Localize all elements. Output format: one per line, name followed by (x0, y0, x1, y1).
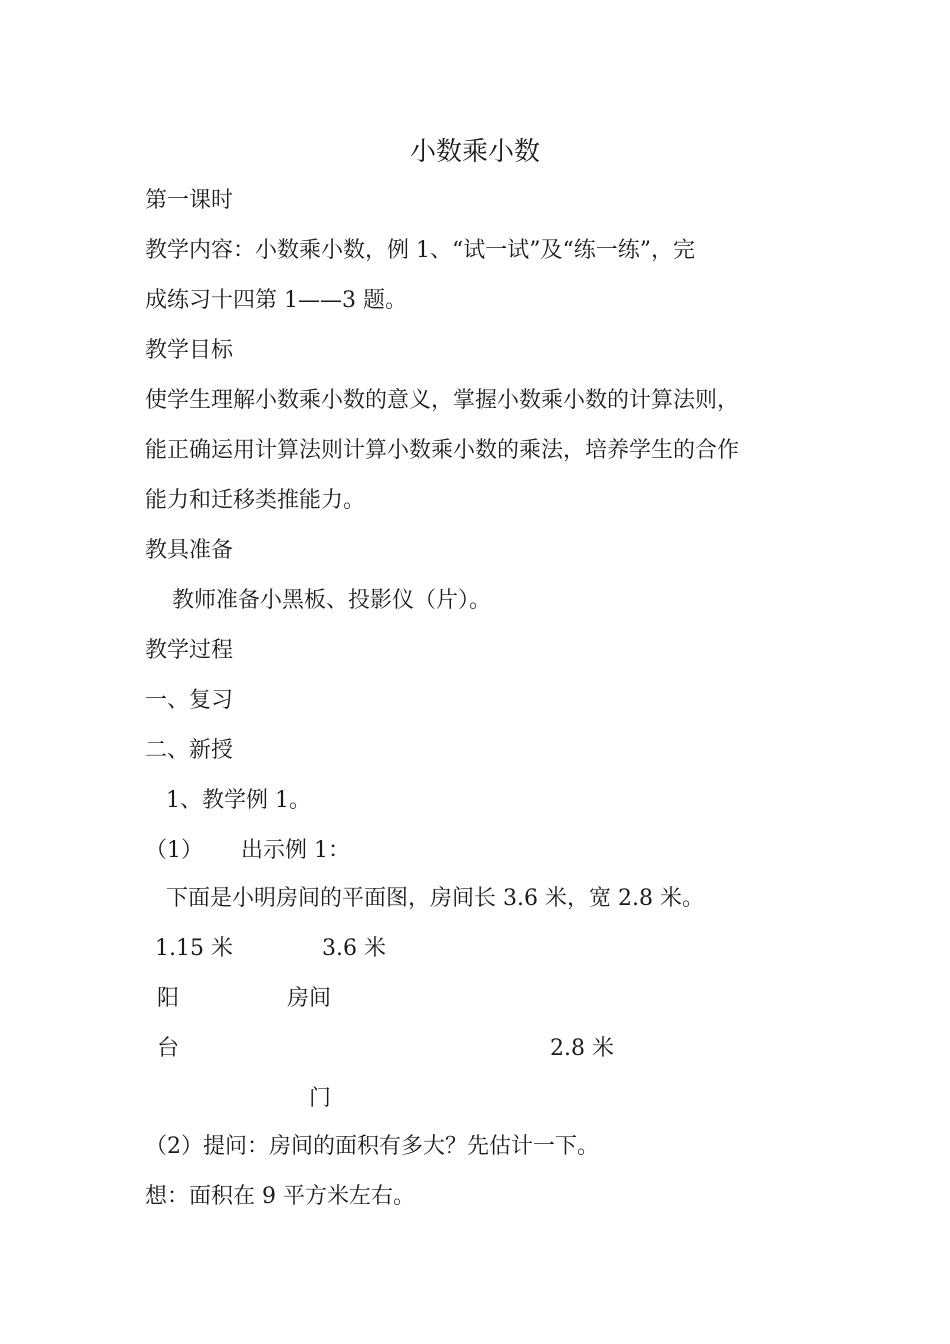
room-label: 房间 (287, 986, 332, 1011)
estimate-text: 想：面积在 9 平方米左右。 (145, 1184, 415, 1209)
tools-text: 教师准备小黑板、投影仪（片）。 (172, 588, 492, 613)
goals-heading: 教学目标 (145, 338, 234, 363)
section-new-lesson: 二、新授 (145, 738, 234, 763)
room-length-label: 3.6 米 (322, 936, 386, 961)
room-width-label: 2.8 米 (550, 1036, 614, 1061)
lesson-label: 第一课时 (145, 188, 234, 213)
question-text: （2）提问：房间的面积有多大？先估计一下。 (145, 1134, 599, 1159)
tools-heading: 教具准备 (145, 538, 234, 563)
example-text: 下面是小明房间的平面图，房间长 3.6 米，宽 2.8 米。 (166, 886, 704, 911)
content-line-2: 成练习十四第 1——3 题。 (145, 288, 407, 313)
balcony-width-label: 1.15 米 (155, 936, 233, 961)
goals-line-2: 能正确运用计算法则计算小数乘小数的乘法，培养学生的合作 (145, 438, 740, 463)
step-1-sub-1-number: （1） (145, 838, 203, 863)
step-1: 1、教学例 1。 (166, 788, 311, 813)
process-heading: 教学过程 (145, 638, 234, 663)
balcony-label-char-1: 阳 (157, 986, 180, 1011)
section-review: 一、复习 (145, 688, 234, 713)
goals-line-3: 能力和迁移类推能力。 (145, 488, 366, 513)
door-label: 门 (309, 1086, 332, 1111)
page-title: 小数乘小数 (409, 137, 540, 167)
goals-line-1: 使学生理解小数乘小数的意义，掌握小数乘小数的计算法则， (145, 388, 740, 413)
balcony-label-char-2: 台 (157, 1036, 180, 1061)
content-line-1: 教学内容：小数乘小数，例 1、“试一试”及“练一练”，完 (145, 238, 695, 263)
step-1-sub-1-text: 出示例 1： (241, 838, 350, 863)
